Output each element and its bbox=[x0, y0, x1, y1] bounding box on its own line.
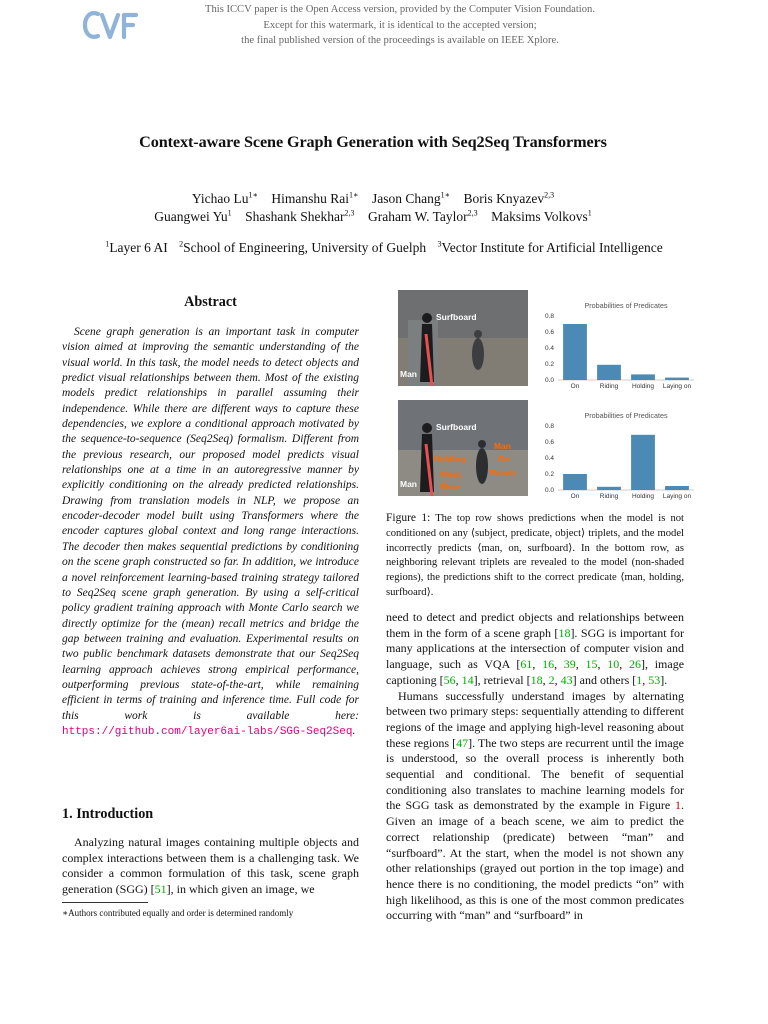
author: Himanshu Rai$^{1∗}$ bbox=[271, 190, 359, 206]
y-tick-label: 0.0 bbox=[544, 487, 554, 494]
footnote-rule bbox=[62, 902, 148, 903]
y-tick-label: 0.6 bbox=[544, 439, 554, 446]
paragraph: need to detect and predict objects and relationships between them in the form of a scene graph [18]. SGG is important for many applications at the intersection of computer vision and language, such as VQA [61, 16, 39, 15, 10, 26], image captioning [56, 14], retrieval [18, 2, 43] and others [1, 53]. bbox=[386, 610, 685, 687]
x-tick-label: Riding bbox=[599, 493, 619, 500]
bar bbox=[563, 324, 587, 380]
citation-link[interactable]: 15 bbox=[585, 657, 598, 672]
bar bbox=[631, 374, 655, 380]
predicate-probability-chart-bottom bbox=[530, 410, 698, 505]
author: Maksims Volkovs$^1$ bbox=[491, 208, 592, 224]
object-label: Man bbox=[400, 479, 417, 489]
right-column-body bbox=[386, 610, 684, 924]
citation-link[interactable]: 39 bbox=[563, 657, 576, 672]
citation-link[interactable]: 10 bbox=[607, 657, 620, 672]
open-access-watermark bbox=[150, 2, 650, 49]
citation-link[interactable]: 53 bbox=[648, 672, 661, 687]
author: Jason Chang$^{1∗}$ bbox=[371, 190, 451, 206]
cvf-logo-icon bbox=[82, 6, 140, 44]
figure-1 bbox=[398, 290, 698, 505]
y-tick-label: 0.4 bbox=[544, 455, 554, 462]
y-tick-label: 0.8 bbox=[544, 423, 554, 430]
abstract-heading: Abstract bbox=[184, 294, 237, 310]
author: Boris Knyazev$^{2,3}$ bbox=[463, 190, 555, 206]
bar bbox=[597, 365, 621, 380]
citation-link[interactable]: 51 bbox=[154, 882, 167, 897]
citation-link[interactable]: 2 bbox=[548, 672, 555, 687]
predicate-label: On bbox=[498, 454, 510, 464]
author: Graham W. Taylor$^{2,3}$ bbox=[367, 208, 478, 224]
x-tick-label: On bbox=[570, 383, 580, 390]
citation-link[interactable]: 16 bbox=[542, 657, 555, 672]
object-label: Surfboard bbox=[436, 422, 477, 432]
y-tick-label: 0.6 bbox=[544, 329, 554, 336]
affiliations bbox=[0, 239, 768, 256]
introduction-paragraph: Analyzing natural images containing multiple objects and complex interactions between them is a challenging task. We consider a common formulation of this task, scene graph generation (SGG) [51], in which given an image, we bbox=[62, 835, 359, 897]
author: Yichao $Lu^{1∗}$ bbox=[191, 190, 258, 206]
watermark-line: the final published version of the proceedings is available on IEEE Xplore. bbox=[241, 35, 559, 46]
predicate-probability-chart-top bbox=[530, 300, 698, 395]
x-tick-label: Laying on bbox=[662, 493, 692, 500]
citation-link[interactable]: 1 bbox=[636, 672, 643, 687]
citation-link[interactable]: 18 bbox=[530, 672, 543, 687]
figure-reference-link[interactable]: 1 bbox=[675, 798, 681, 813]
predicate-label: Wear bbox=[440, 469, 461, 479]
author: Shashank Shekhar$^{2,3}$ bbox=[245, 208, 355, 224]
figure-1-caption bbox=[386, 511, 684, 601]
citation-link[interactable]: 43 bbox=[560, 672, 573, 687]
x-tick-label: Laying on bbox=[662, 383, 692, 390]
bar bbox=[597, 487, 621, 490]
citation-link[interactable]: 14 bbox=[461, 672, 474, 687]
abstract-body: Scene graph generation is an important task in computer vision aimed at improving the semantic understanding of the visual world. In this task, the model needs to detect objects and predict visual relationships between them. Most of the existing models predict relationships in parallel assuming their independence. While there are different ways to capture these dependencies, we explore a conditional approach motivated by the sequence-to-sequence (Seq2Seq) formalism. Different from the previous research, our proposed model predicts visual relationships one at a time in an autoregressive manner by explicitly conditioning on the already predicted relationships. Drawing from translation models in NLP, we propose an encoder-decoder model built using Transformers where the encoder captures global context and long range interactions. The decoder then makes sequential predictions by conditioning on the scene graph constructed so far. In addition, we introduce a novel reinforcement learning-based training strategy tailored to Seq2Seq scene graph generation. By using a self-critical policy gradient training approach with Monte Carlo search we directly optimize for the (mean) recall metrics and bridge the gap between training and evaluation. Experimental results on two public benchmark datasets demonstrate that our Seq2Seq learning approach achieves strong empirical performance, outperforming previous state-of-the-art, while remaining efficient in terms of training and inference time. Full code for this work is available here: https://github.com/layer6ai-labs/SGG-Seq2Seq. bbox=[62, 326, 359, 738]
object-label: Surfboard bbox=[436, 312, 477, 322]
footnote: ∗Authors contributed equally and order is determined randomly bbox=[62, 908, 294, 918]
object-label: Man bbox=[400, 369, 417, 379]
x-tick-label: Riding bbox=[599, 383, 619, 390]
watermark-line: Except for this watermark, it is identical to the accepted version; bbox=[263, 19, 537, 31]
affiliation: $^3$Vector Institute for Artificial Intelligence bbox=[437, 239, 663, 255]
chart-title: Probabilities of Predicates bbox=[584, 301, 668, 310]
x-tick-label: Holding bbox=[631, 383, 655, 390]
bar bbox=[563, 474, 587, 490]
x-tick-label: Holding bbox=[631, 493, 655, 500]
caption-label: Figure 1: bbox=[386, 512, 431, 524]
introduction-heading: 1. Introduction bbox=[62, 806, 154, 822]
bar bbox=[631, 435, 655, 490]
bar bbox=[665, 378, 689, 380]
citation-link[interactable]: 26 bbox=[629, 657, 641, 672]
y-tick-label: 0.2 bbox=[544, 471, 554, 478]
predicate-label: Holding bbox=[434, 454, 466, 464]
citation-link[interactable]: 47 bbox=[456, 735, 469, 750]
citation-link[interactable]: 56 bbox=[443, 672, 456, 687]
affiliation: $^2$School of Engineering, University of Guelph bbox=[179, 239, 427, 255]
affiliation: $^1$Layer 6 AI bbox=[105, 239, 168, 255]
author-list-row-2 bbox=[0, 203, 746, 226]
citation-link[interactable]: 18 bbox=[558, 625, 571, 640]
bar bbox=[665, 486, 689, 490]
chart-title: Probabilities of Predicates bbox=[584, 411, 668, 420]
paragraph: Humans successfully understand images by alternating between two primary steps: sequentially attending to different regions of the image and applying high-level reasoning about these regions [47]. The two steps are recurrent until the image is understood, so the overall process is inherently both sequential and conditional. The benefit of sequential conditioning also translates to machine learning models for the SGG task as demonstrated by the example in Figure 1. Given an image of a beach scene, we aim to predict the correct relationship (predicate) between “man” and “surfboard”. At the start, when the model is not shown any other relationships (grayed out portion in the top image) and hence there is no conditioning, the model predicts “on” with high likelihood, as this is one of the most common predicates occurring with “man” and “surfboard” in bbox=[386, 688, 684, 923]
y-tick-label: 0.8 bbox=[544, 313, 554, 320]
object-label: Shoe bbox=[440, 482, 461, 492]
y-tick-label: 0.4 bbox=[544, 345, 554, 352]
y-tick-label: 0.2 bbox=[544, 361, 554, 368]
abstract-text: Scene graph generation is an important task in computer vision aimed at improving the semantic understanding of the visual world. In this task, the model needs to detect objects and predict visual relationships between them. Most of the existing models predict relationships in parallel assuming their independence. While there are different ways to capture these dependencies, we explore a conditional approach motivated by the sequence-to-sequence (Seq2Seq) formalism. Different from the previous research, our proposed model predicts visual relationships one at a time in an autoregressive manner by explicitly conditioning on the already predicted relationships. Drawing from translation models in NLP, we propose an encoder-decoder model built using Transformers where the encoder captures global context and long range interactions. The decoder then makes sequential predictions by conditioning on the scene graph constructed so far. In addition, we introduce a novel reinforcement learning-based training strategy tailored to Seq2Seq scene graph generation. By using a self-critical policy gradient training approach with Monte Carlo search we directly optimize for the (mean) recall metrics and bridge the gap between training and evaluation. Experimental results on two public benchmark datasets demonstrate that our Seq2Seq learning approach achieves strong empirical performance, outperforming previous state-of-the-art, while remaining efficient in terms of training and inference time. Full code for this work is available here: bbox=[62, 326, 359, 722]
caption-text: The top row shows predictions when the model is not conditioned on any ⟨subject, predicate, object⟩ triplets, and the model incorrectly predicts ⟨man, on, surfboard⟩. In the bottom row, as neighboring relevant triplets are revealed to the model (non-shaded regions), the predictions shift to the correct predicate ⟨man, holding, surfboard⟩. bbox=[386, 513, 684, 598]
x-tick-label: On bbox=[570, 493, 580, 500]
beach-photo-bottom bbox=[398, 400, 528, 496]
y-tick-label: 0.0 bbox=[544, 377, 554, 384]
code-link[interactable]: https://github.com/layer6ai-labs/SGG-Seq2Seq bbox=[62, 725, 353, 738]
object-label: Man bbox=[494, 441, 511, 451]
watermark-line: This ICCV paper is the Open Access version, provided by the Computer Vision Foundation. bbox=[204, 4, 595, 15]
paper-title: Context-aware Scene Graph Generation with Seq2Seq Transformers bbox=[139, 133, 607, 151]
object-label: Beach bbox=[490, 468, 516, 478]
citation-link[interactable]: 61 bbox=[520, 657, 533, 672]
beach-photo-top bbox=[398, 290, 528, 386]
author: Guangwei Yu$^1$ bbox=[154, 208, 232, 224]
